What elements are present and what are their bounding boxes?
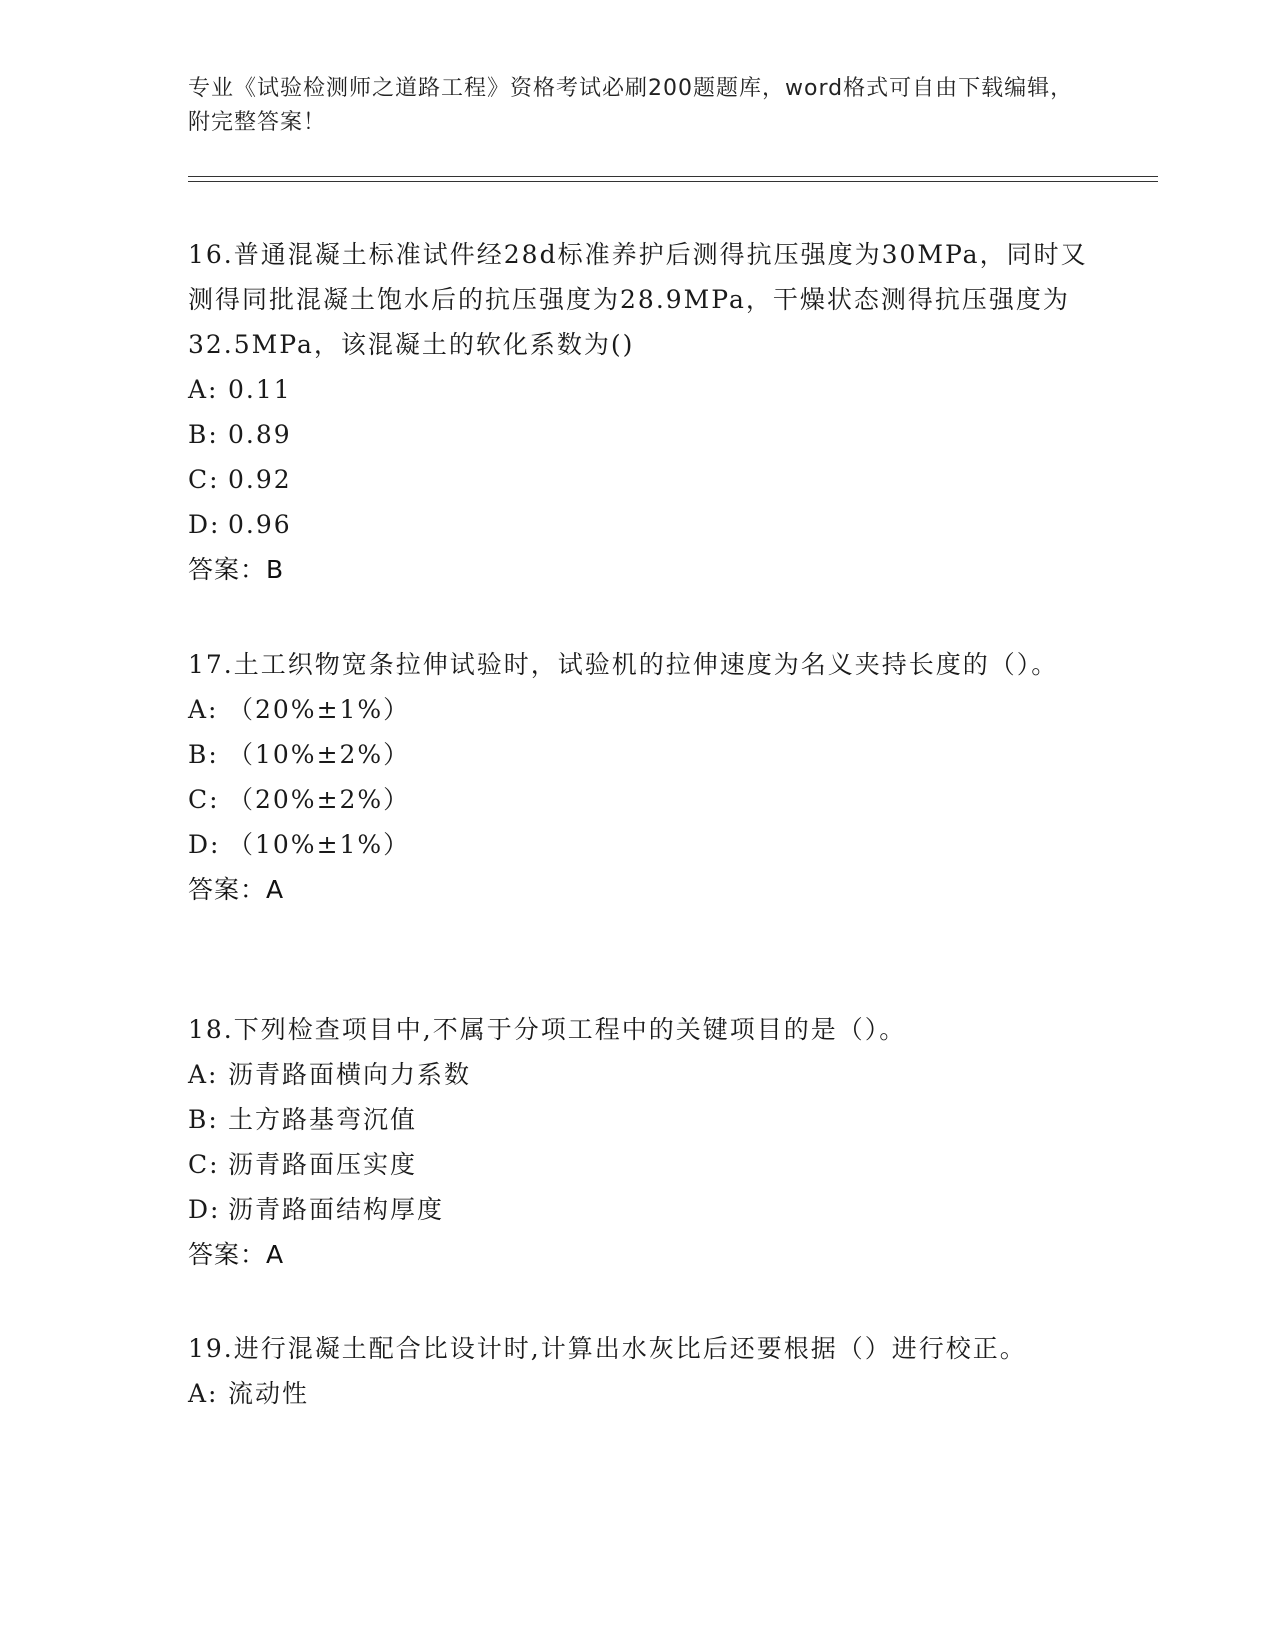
option-letter: C: bbox=[188, 1150, 220, 1179]
option-d bbox=[188, 502, 1088, 547]
question-stem: 17.土工织物宽条拉伸试验时，试验机的拉伸速度为名义夹持长度的（）。 bbox=[188, 650, 1059, 679]
option-letter: D: bbox=[188, 1195, 221, 1224]
option-letter: B: bbox=[188, 1105, 219, 1134]
option-a bbox=[188, 1052, 1088, 1097]
option-letter: D: bbox=[188, 510, 221, 539]
option-letter: A: bbox=[188, 1379, 219, 1408]
header-divider-bottom bbox=[188, 181, 1158, 182]
option-letter: C: bbox=[188, 465, 220, 494]
option-d bbox=[188, 1187, 1088, 1232]
option-a bbox=[188, 367, 1088, 412]
option-text: 0.96 bbox=[228, 510, 292, 539]
option-c bbox=[188, 1142, 1088, 1187]
answer-line: 答案：A bbox=[188, 875, 285, 904]
option-b bbox=[188, 412, 1088, 457]
header-divider-top bbox=[188, 176, 1158, 177]
option-a bbox=[188, 687, 1088, 732]
option-text: （20%±1%） bbox=[228, 695, 411, 724]
option-letter: D: bbox=[188, 830, 221, 859]
option-b bbox=[188, 732, 1088, 777]
option-text: 沥青路面压实度 bbox=[228, 1150, 418, 1179]
question-stem: 18.下列检查项目中,不属于分项工程中的关键项目的是（）。 bbox=[188, 1015, 907, 1044]
question-19 bbox=[188, 1326, 1088, 1416]
answer-line: 答案：A bbox=[188, 1240, 285, 1269]
option-text: 0.89 bbox=[228, 420, 292, 449]
option-text: （20%±2%） bbox=[228, 785, 411, 814]
option-letter: C: bbox=[188, 785, 220, 814]
question-stem: 16.普通混凝土标准试件经28d标准养护后测得抗压强度为30MPa，同时又测得同批混凝土饱水后的抗压强度为28.9MPa，干燥状态测得抗压强度为32.5MPa，该混凝土的软化系数为() bbox=[188, 240, 1088, 359]
option-text: 土方路基弯沉值 bbox=[228, 1105, 418, 1134]
option-d bbox=[188, 822, 1088, 867]
option-letter: A: bbox=[188, 1060, 219, 1089]
answer-line: 答案：B bbox=[188, 555, 285, 584]
option-letter: A: bbox=[188, 375, 219, 404]
question-16 bbox=[188, 232, 1088, 592]
option-text: 0.92 bbox=[228, 465, 292, 494]
option-text: （10%±1%） bbox=[228, 830, 411, 859]
option-a bbox=[188, 1371, 1088, 1416]
option-letter: B: bbox=[188, 420, 219, 449]
question-17 bbox=[188, 642, 1088, 912]
option-text: 流动性 bbox=[228, 1379, 310, 1408]
option-text: （10%±2%） bbox=[228, 740, 411, 769]
option-b bbox=[188, 1097, 1088, 1142]
option-letter: A: bbox=[188, 695, 219, 724]
option-c bbox=[188, 457, 1088, 502]
option-text: 沥青路面横向力系数 bbox=[228, 1060, 472, 1089]
option-letter: B: bbox=[188, 740, 219, 769]
question-18 bbox=[188, 1007, 1088, 1277]
option-text: 0.11 bbox=[228, 375, 292, 404]
option-text: 沥青路面结构厚度 bbox=[228, 1195, 445, 1224]
document-header: 专业《试验检测师之道路工程》资格考试必刷200题题库，word格式可自由下载编辑，附完整答案！ bbox=[188, 76, 1074, 135]
option-c bbox=[188, 777, 1088, 822]
question-stem: 19.进行混凝土配合比设计时,计算出水灰比后还要根据（）进行校正。 bbox=[188, 1334, 1027, 1363]
